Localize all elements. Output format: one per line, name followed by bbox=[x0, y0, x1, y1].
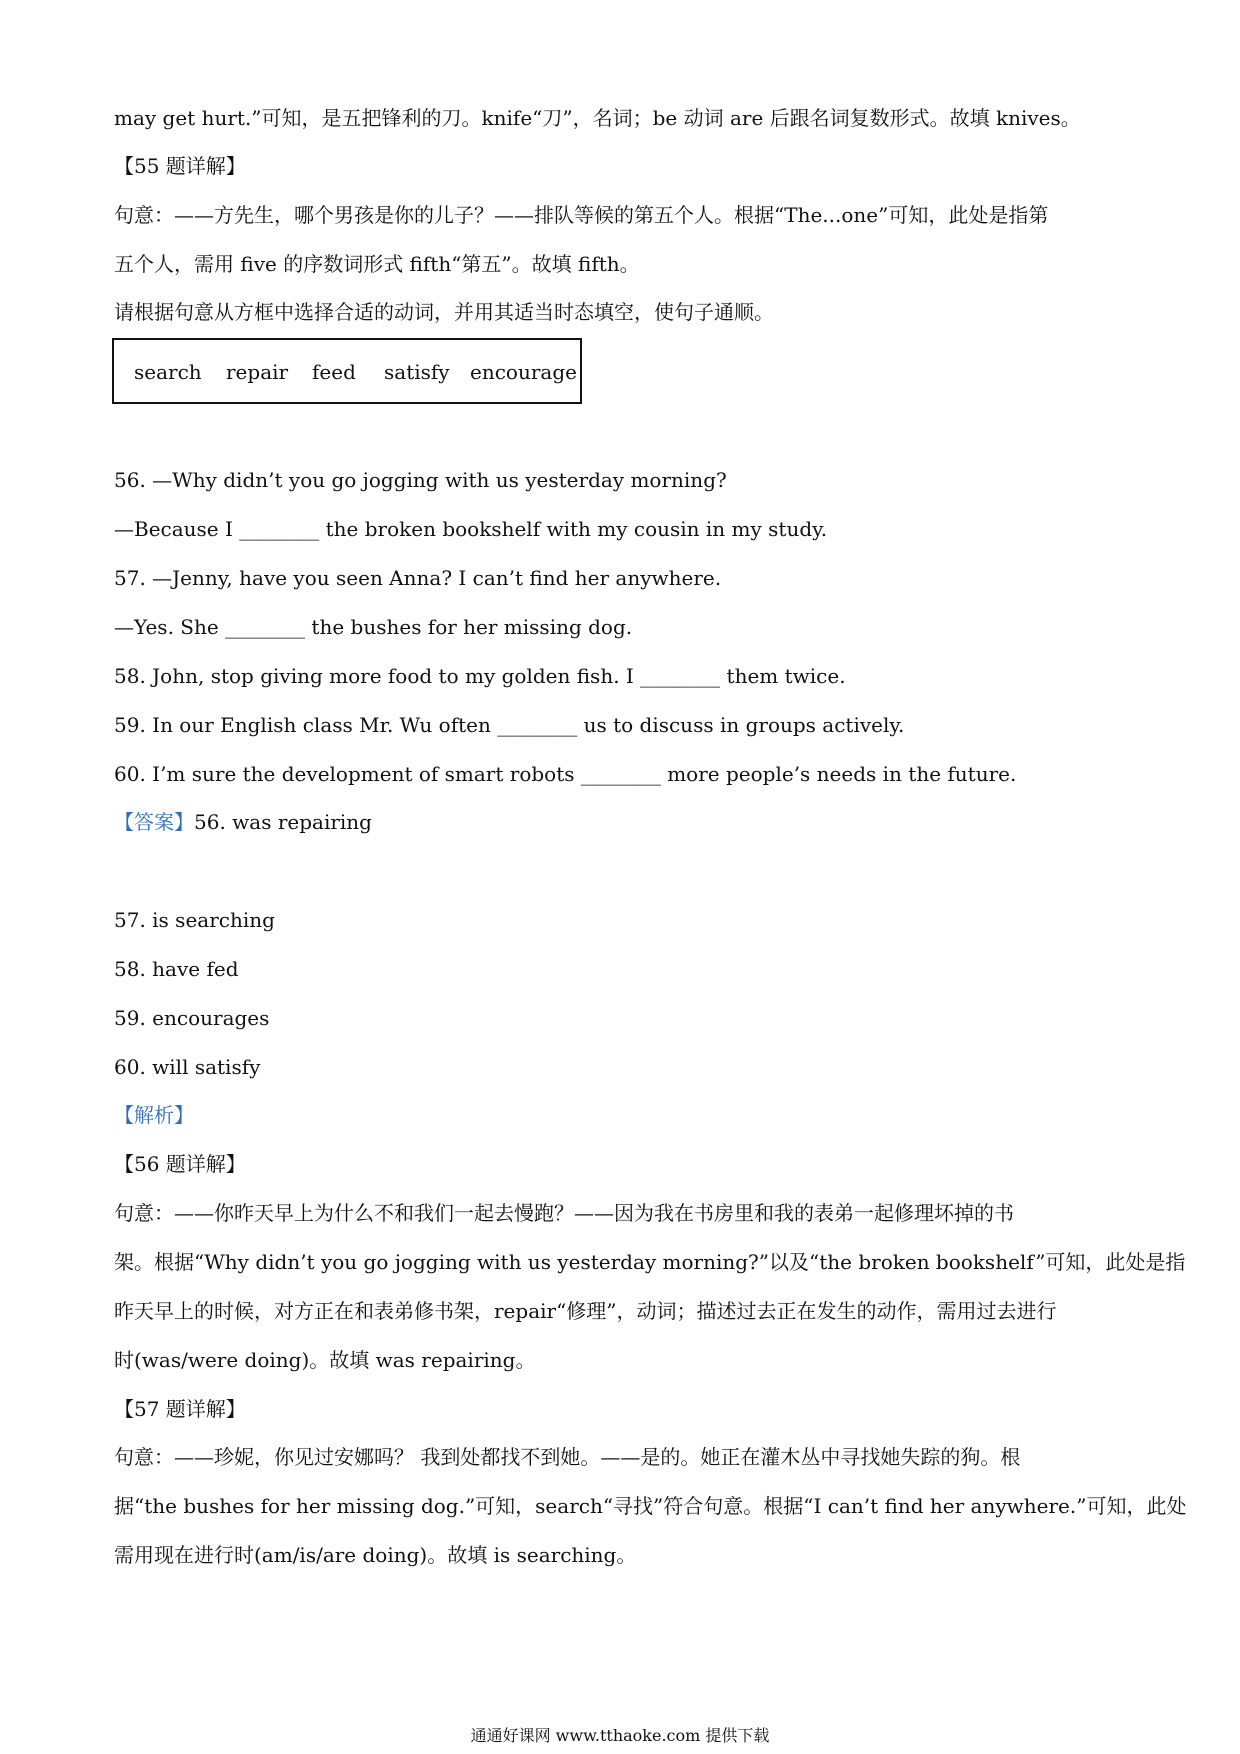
question-60: 60. I’m sure the development of smart robots ________ more people’s needs in the future. bbox=[114, 762, 1017, 786]
answer-59: 59. encourages bbox=[114, 1006, 270, 1030]
footer-source: 通通好课网 www.tthaoke.com 提供下载 bbox=[470, 1726, 770, 1745]
question-57-prompt: 57. —Jenny, have you seen Anna? I can’t find her anywhere. bbox=[114, 566, 722, 590]
paragraph-57-line-1: 句意：——珍妮，你见过安娜吗？ 我到处都找不到她。——是的。她正在灌木丛中寻找她失踪的狗。根 bbox=[114, 1445, 1021, 1469]
heading-56-detail: 【56 题详解】 bbox=[114, 1152, 246, 1176]
paragraph-56-line-4: 时(was/were doing)。故填 was repairing。 bbox=[114, 1348, 536, 1372]
answer-label: 【答案】 bbox=[114, 810, 194, 834]
word-search: search bbox=[134, 360, 202, 384]
word-box bbox=[112, 338, 582, 404]
word-satisfy: satisfy bbox=[384, 360, 450, 384]
paragraph-56-line-1: 句意：——你昨天早上为什么不和我们一起去慢跑？——因为我在书房里和我的表弟一起修理坏掉的书 bbox=[114, 1201, 1014, 1225]
answer-58: 58. have fed bbox=[114, 957, 239, 981]
question-56-response: —Because I ________ the broken bookshelf with my cousin in my study. bbox=[114, 517, 828, 541]
heading-55-detail: 【55 题详解】 bbox=[114, 154, 246, 178]
paragraph-57-line-3: 需用现在进行时(am/is/are doing)。故填 is searching。 bbox=[114, 1543, 637, 1567]
answer-57: 57. is searching bbox=[114, 908, 275, 932]
instruction-text: 请根据句意从方框中选择合适的动词，并用其适当时态填空，使句子通顺。 bbox=[114, 300, 774, 324]
paragraph-55-line-1: 句意：——方先生，哪个男孩是你的儿子？——排队等候的第五个人。根据“The...one”可知，此处是指第 bbox=[114, 203, 1049, 227]
question-56-prompt: 56. —Why didn’t you go jogging with us yesterday morning? bbox=[114, 468, 727, 492]
heading-57-detail: 【57 题详解】 bbox=[114, 1397, 246, 1421]
word-repair: repair bbox=[226, 360, 289, 384]
paragraph-56-line-2: 架。根据“Why didn’t you go jogging with us yesterday morning?”以及“the broken bookshelf”可知，此处是指 bbox=[114, 1250, 1186, 1274]
analysis-label: 【解析】 bbox=[114, 1103, 194, 1127]
paragraph-55-tail: may get hurt.”可知，是五把锋利的刀。knife“刀”，名词；be 动词 are 后跟名词复数形式。故填 knives。 bbox=[114, 106, 1081, 130]
word-feed: feed bbox=[312, 360, 356, 384]
question-59: 59. In our English class Mr. Wu often ________ us to discuss in groups actively. bbox=[114, 713, 905, 737]
question-58: 58. John, stop giving more food to my golden fish. I ________ them twice. bbox=[114, 664, 846, 688]
paragraph-55-line-2: 五个人，需用 five 的序数词形式 fifth“第五”。故填 fifth。 bbox=[114, 252, 640, 276]
paragraph-56-line-3: 昨天早上的时候，对方正在和表弟修书架，repair“修理”，动词；描述过去正在发生的动作，需用过去进行 bbox=[114, 1299, 1057, 1323]
paragraph-57-line-2: 据“the bushes for her missing dog.”可知，search“寻找”符合句意。根据“I can’t find her anywhere.”可知，此处 bbox=[114, 1494, 1187, 1518]
answer-56: 56. was repairing bbox=[194, 810, 372, 834]
answer-60: 60. will satisfy bbox=[114, 1055, 261, 1079]
word-encourage: encourage bbox=[470, 360, 577, 384]
answer-row bbox=[114, 808, 1134, 836]
question-57-response: —Yes. She ________ the bushes for her missing dog. bbox=[114, 615, 633, 639]
